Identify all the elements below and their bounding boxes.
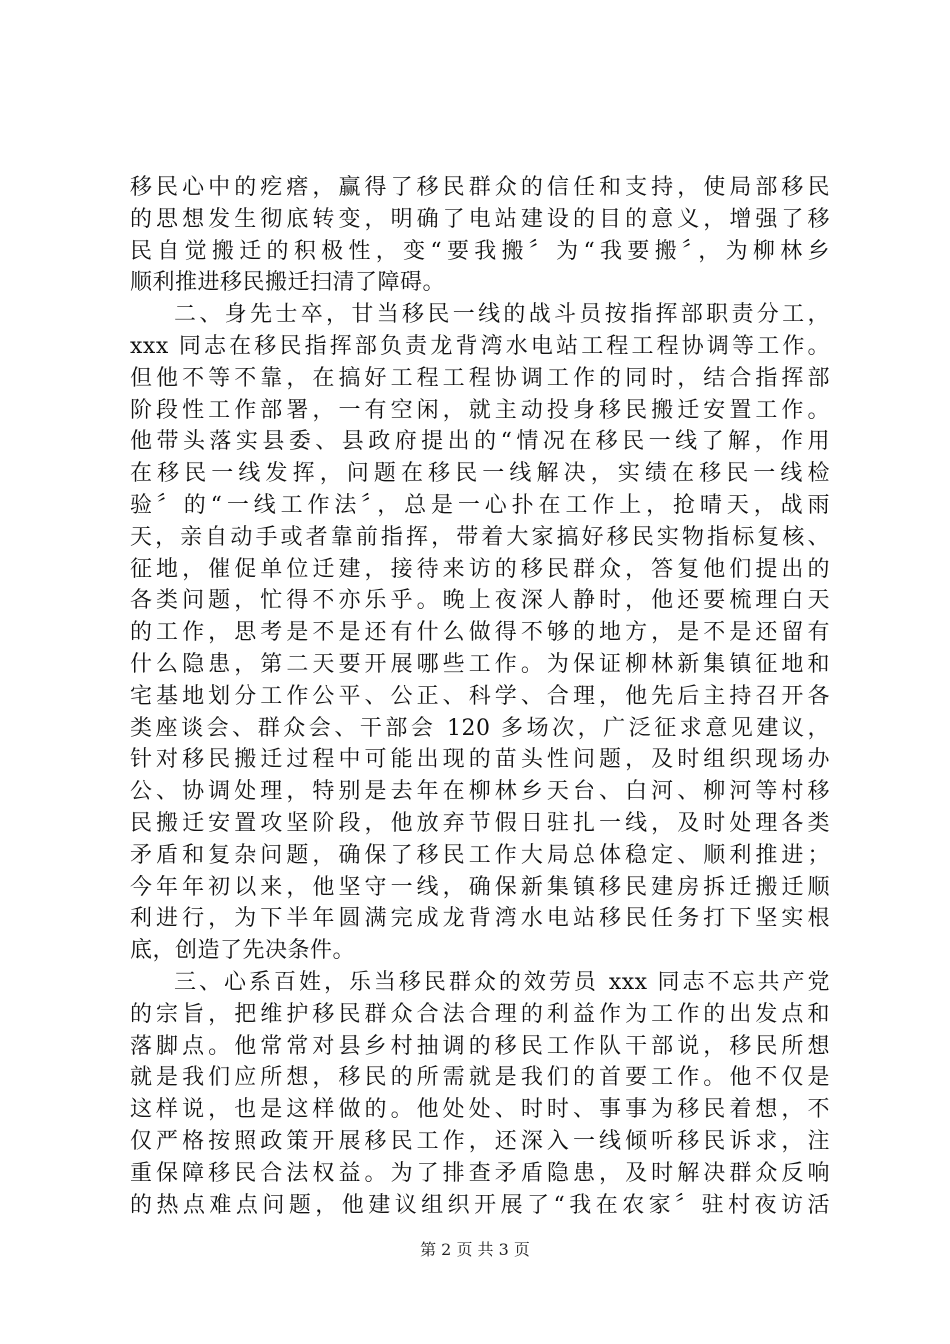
text-line: 底，创造了先决条件。 (130, 938, 356, 964)
text-line: 各类问题，忙得不亦乐乎。晚上夜深人静时，他还要梳理白天 (130, 588, 830, 614)
text-line: 落脚点。他常常对县乡村抽调的移民工作队干部说，移民所想 (130, 1033, 830, 1059)
text-line: 移民心中的疙瘩，赢得了移民群众的信任和支持，使局部移民 (130, 175, 830, 200)
text-line: 矛盾和复杂问题，确保了移民工作大局总体稳定、顺利推进； (130, 842, 830, 868)
text-line: 在移民一线发挥，问题在移民一线解决，实绩在移民一线检 (130, 461, 830, 487)
section-heading-line: 三、心系百姓，乐当移民群众的效劳员 xxx 同志不忘共产党 (174, 969, 830, 995)
text-line: 的工作，思考是不是还有什么做得不够的地方，是不是还留有 (130, 620, 830, 646)
text-line: 重保障移民合法权益。为了排查矛盾隐患，及时解决群众反响 (130, 1160, 830, 1186)
section-heading-line: 二、身先士卒，甘当移民一线的战斗员按指挥部职责分工， (174, 302, 830, 328)
text-line: xxx 同志在移民指挥部负责龙背湾水电站工程工程协调等工作。 (130, 333, 830, 359)
text-line: 阶段性工作部署，一有空闲，就主动投身移民搬迁安置工作。 (130, 397, 830, 423)
text-line: 民自觉搬迁的积极性，变“要我搬〞为“我要搬〞，为柳林乡 (130, 238, 830, 264)
text-line: 的热点难点问题，他建议组织开展了“我在农家〞驻村夜访活 (130, 1192, 830, 1218)
document-body (130, 172, 830, 1221)
text-line: 的思想发生彻底转变，明确了电站建设的目的意义，增强了移 (130, 206, 830, 232)
text-line: 利进行，为下半年圆满完成龙背湾水电站移民任务打下坚实根 (130, 906, 830, 932)
text-line: 的宗旨，把维护移民群众合法合理的利益作为工作的出发点和 (130, 1001, 830, 1027)
text-line: 针对移民搬迁过程中可能出现的苗头性问题，及时组织现场办 (130, 747, 830, 773)
text-line: 就是我们应所想，移民的所需就是我们的首要工作。他不仅是 (130, 1065, 830, 1091)
text-line: 顺利推进移民搬迁扫清了障碍。 (130, 270, 446, 296)
text-line: 但他不等不靠，在搞好工程工程协调工作的同时，结合指挥部 (130, 365, 830, 391)
text-line: 验〞的“一线工作法〞，总是一心扑在工作上，抢晴天，战雨 (130, 492, 830, 518)
text-line: 什么隐患，第二天要开展哪些工作。为保证柳林新集镇征地和 (130, 651, 830, 677)
text-line: 征地，催促单位迁建，接待来访的移民群众，答复他们提出的 (130, 556, 830, 582)
text-line: 宅基地划分工作公平、公正、科学、合理，他先后主持召开各 (130, 683, 830, 709)
text-line: 公、协调处理，特别是去年在柳林乡天台、白河、柳河等村移 (130, 779, 830, 805)
text-line: 这样说，也是这样做的。他处处、时时、事事为移民着想，不 (130, 1097, 830, 1123)
text-line: 仅严格按照政策开展移民工作，还深入一线倾听移民诉求，注 (130, 1128, 830, 1154)
page-number: 第 2 页 共 3 页 (420, 1240, 530, 1259)
text-line: 类座谈会、群众会、干部会 120 多场次，广泛征求意见建议， (130, 715, 830, 741)
text-line: 今年年初以来，他坚守一线，确保新集镇移民建房拆迁搬迁顺 (130, 874, 830, 900)
text-line: 他带头落实县委、县政府提出的“情况在移民一线了解，作用 (130, 429, 830, 455)
text-line: 民搬迁安置攻坚阶段，他放弃节假日驻扎一线，及时处理各类 (130, 810, 830, 836)
page-footer (0, 1240, 950, 1260)
text-line: 天，亲自动手或者靠前指挥，带着大家搞好移民实物指标复核、 (130, 524, 830, 550)
